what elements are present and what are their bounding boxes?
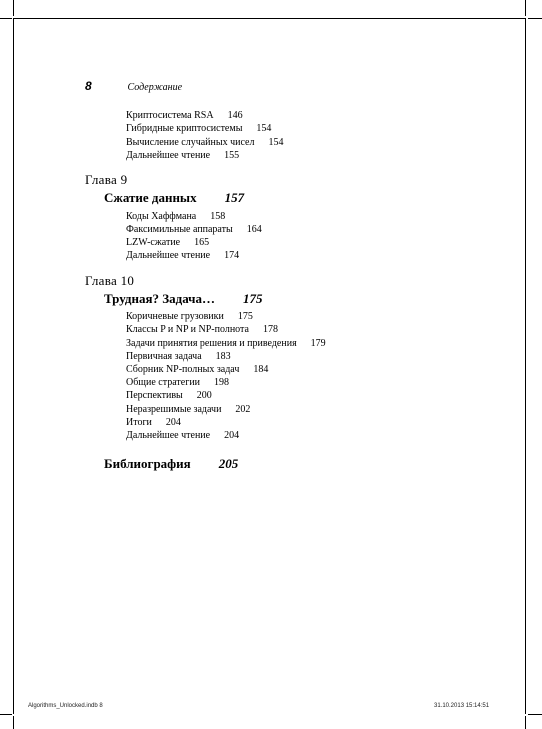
toc-entry-title: Коды Хаффмана [126, 211, 197, 222]
toc-entry[interactable] [126, 430, 239, 442]
toc-entry[interactable] [126, 211, 225, 223]
crop-mark [0, 18, 12, 19]
toc-entry-title: Коричневые грузовики [126, 311, 224, 322]
crop-mark [13, 0, 14, 16]
toc-entry-page: 204 [224, 430, 240, 441]
chapter-title-page: 175 [243, 291, 263, 306]
toc-entry[interactable] [126, 324, 278, 336]
toc-entry-title: Дальнейшее чтение [126, 250, 211, 261]
chapter-label: Глава 9 [85, 172, 128, 187]
toc-entry-page: 154 [268, 137, 284, 148]
crop-mark [528, 18, 542, 19]
crop-mark [0, 714, 12, 715]
toc-entry-page: 165 [194, 237, 210, 248]
running-head [85, 79, 182, 93]
section-title: Содержание [127, 82, 183, 93]
toc-entry-page: 154 [256, 123, 272, 134]
page-number: 8 [85, 79, 92, 93]
crop-mark [13, 716, 14, 729]
toc-entry-page: 183 [215, 351, 231, 362]
toc-entry-page: 175 [237, 311, 253, 322]
toc-entry-title: Дальнейшее чтение [126, 430, 211, 441]
toc-entry-page: 178 [262, 324, 278, 335]
chapter-label: Глава 10 [85, 273, 135, 288]
chapter-title[interactable] [104, 291, 263, 307]
toc-entry-title: Итоги [126, 417, 152, 428]
toc-entry-page: 198 [214, 377, 230, 388]
toc-entry[interactable] [126, 123, 271, 135]
toc-entry-title: Криптосистема RSA [126, 110, 214, 121]
toc-entry-page: 146 [227, 110, 243, 121]
toc-entry-page: 164 [246, 224, 262, 235]
toc-entry-title: Вычисление случайных чисел [126, 137, 255, 148]
toc-entry[interactable] [126, 250, 239, 262]
toc-entry-page: 202 [235, 404, 251, 415]
toc-entry-title: Классы P и NP и NP-полнота [126, 324, 249, 335]
toc-entry[interactable] [126, 224, 262, 236]
toc-entry-title: Общие стратегии [126, 377, 201, 388]
toc-entry-page: 158 [210, 211, 226, 222]
toc-entry-page: 184 [253, 364, 269, 375]
toc-entry-title: Сборник NP-полных задач [126, 364, 240, 375]
toc-entry-title: Факсимильные аппараты [126, 224, 233, 235]
toc-entry-page: 204 [165, 417, 181, 428]
crop-mark [525, 716, 526, 729]
footer-file: Algorithms_Unlocked.indb 8 [28, 703, 103, 709]
toc-entry-page: 179 [310, 338, 326, 349]
toc-entry[interactable] [126, 404, 250, 416]
chapter-title-page: 157 [224, 190, 245, 205]
toc-entry-title: LZW-сжатие [126, 237, 181, 248]
toc-entry[interactable] [126, 237, 209, 249]
toc-entry-page: 200 [196, 390, 212, 401]
toc-entry[interactable] [126, 311, 253, 323]
toc-entry-title: Задачи принятия решения и приведения [126, 338, 297, 349]
toc-entry[interactable] [126, 390, 212, 402]
toc-entry[interactable] [126, 338, 326, 350]
toc-entry[interactable] [126, 110, 243, 122]
crop-mark [528, 714, 542, 715]
toc-entry-title: Неразрешимые задачи [126, 404, 222, 415]
crop-mark [525, 0, 526, 16]
bibliography-entry[interactable] [104, 456, 238, 472]
toc-entry-title: Перспективы [126, 390, 183, 401]
toc-entry-title: Дальнейшее чтение [126, 150, 211, 161]
toc-entry-title: Первичная задача [126, 351, 202, 362]
toc-entry[interactable] [126, 351, 231, 363]
bibliography-page: 205 [218, 456, 239, 471]
toc-entry-page: 174 [224, 250, 240, 261]
toc-entry[interactable] [126, 137, 283, 149]
toc-entry-title: Гибридные криптосистемы [126, 123, 243, 134]
toc-entry[interactable] [126, 417, 181, 429]
chapter-title-text: Трудная? Задача… [104, 291, 216, 306]
toc-entry[interactable] [126, 377, 229, 389]
toc-entry-page: 155 [224, 150, 240, 161]
toc-entry[interactable] [126, 150, 239, 162]
chapter-title-text: Сжатие данных [104, 190, 197, 205]
footer-datetime: 31.10.2013 15:14:51 [434, 703, 490, 709]
chapter-title[interactable] [104, 190, 244, 206]
toc-entry[interactable] [126, 364, 268, 376]
bibliography-title: Библиография [104, 456, 191, 471]
